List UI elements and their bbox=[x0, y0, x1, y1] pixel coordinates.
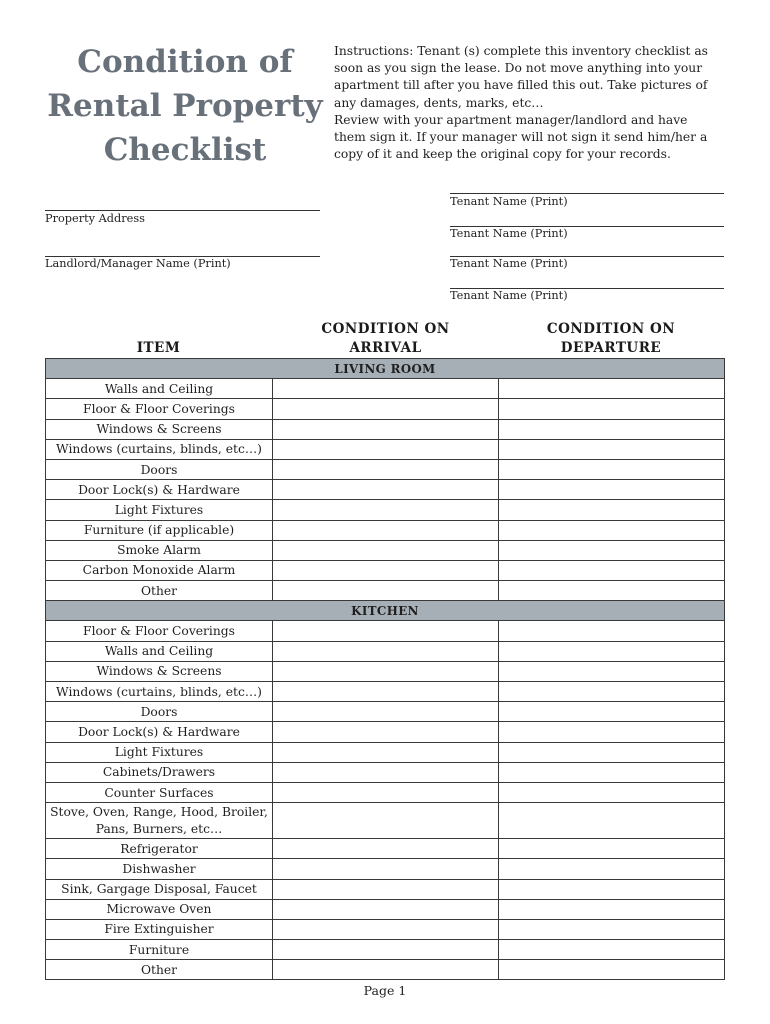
departure-cell[interactable] bbox=[499, 762, 725, 782]
item-label: Cabinets/Drawers bbox=[46, 762, 273, 782]
item-label: Dishwasher bbox=[46, 859, 273, 879]
arrival-cell[interactable] bbox=[273, 722, 499, 742]
table-row bbox=[46, 520, 725, 540]
departure-cell[interactable] bbox=[499, 742, 725, 762]
arrival-cell[interactable] bbox=[273, 520, 499, 540]
departure-cell[interactable] bbox=[499, 520, 725, 540]
item-label: Carbon Monoxide Alarm bbox=[46, 560, 273, 580]
departure-cell[interactable] bbox=[499, 419, 725, 439]
departure-cell[interactable] bbox=[499, 500, 725, 520]
arrival-cell[interactable] bbox=[273, 782, 499, 802]
tenant-name-1-line[interactable] bbox=[450, 193, 724, 194]
arrival-cell[interactable] bbox=[273, 682, 499, 702]
tenant-name-1-label: Tenant Name (Print) bbox=[450, 195, 568, 208]
item-label: Floor & Floor Coverings bbox=[46, 399, 273, 419]
table-row bbox=[46, 702, 725, 722]
instructions-line: copy of it and keep the original copy for your records. bbox=[334, 147, 671, 162]
arrival-cell[interactable] bbox=[273, 379, 499, 399]
table-row bbox=[46, 879, 725, 899]
arrival-cell[interactable] bbox=[273, 480, 499, 500]
item-label: Furniture bbox=[46, 940, 273, 960]
table-row bbox=[46, 581, 725, 601]
arrival-cell[interactable] bbox=[273, 500, 499, 520]
tenant-name-2-label: Tenant Name (Print) bbox=[450, 227, 568, 240]
departure-cell[interactable] bbox=[499, 661, 725, 681]
property-address-line[interactable] bbox=[45, 210, 320, 211]
item-label: Windows & Screens bbox=[46, 419, 273, 439]
departure-cell[interactable] bbox=[499, 702, 725, 722]
departure-cell[interactable] bbox=[499, 379, 725, 399]
departure-cell[interactable] bbox=[499, 879, 725, 899]
departure-cell[interactable] bbox=[499, 439, 725, 459]
departure-cell[interactable] bbox=[499, 399, 725, 419]
arrival-cell[interactable] bbox=[273, 919, 499, 939]
item-label: Sink, Gargage Disposal, Faucet bbox=[46, 879, 273, 899]
title-line-3: Checklist bbox=[103, 132, 267, 168]
arrival-cell[interactable] bbox=[273, 859, 499, 879]
landlord-name-label: Landlord/Manager Name (Print) bbox=[45, 257, 231, 270]
table-row bbox=[46, 661, 725, 681]
item-label: Walls and Ceiling bbox=[46, 379, 273, 399]
table-row bbox=[46, 722, 725, 742]
item-label: Fire Extinguisher bbox=[46, 919, 273, 939]
table-row bbox=[46, 803, 725, 839]
section-heading-kitchen: KITCHEN bbox=[46, 601, 725, 621]
departure-cell[interactable] bbox=[499, 899, 725, 919]
arrival-cell[interactable] bbox=[273, 661, 499, 681]
table-row bbox=[46, 379, 725, 399]
departure-cell[interactable] bbox=[499, 621, 725, 641]
arrival-cell[interactable] bbox=[273, 399, 499, 419]
departure-cell[interactable] bbox=[499, 641, 725, 661]
table-row bbox=[46, 940, 725, 960]
arrival-cell[interactable] bbox=[273, 459, 499, 479]
item-label: Microwave Oven bbox=[46, 899, 273, 919]
title-line-1: Condition of bbox=[77, 44, 293, 80]
table-row bbox=[46, 762, 725, 782]
departure-cell[interactable] bbox=[499, 782, 725, 802]
table-row bbox=[46, 899, 725, 919]
arrival-cell[interactable] bbox=[273, 839, 499, 859]
item-label: Stove, Oven, Range, Hood, Broiler, Pans, Burners, etc… bbox=[46, 803, 273, 839]
item-label: Refrigerator bbox=[46, 839, 273, 859]
arrival-cell[interactable] bbox=[273, 762, 499, 782]
departure-cell[interactable] bbox=[499, 560, 725, 580]
item-column-heading: ITEM bbox=[136, 340, 181, 356]
table-row bbox=[46, 960, 725, 980]
departure-cell[interactable] bbox=[499, 803, 725, 839]
table-row bbox=[46, 459, 725, 479]
tenant-name-3-label: Tenant Name (Print) bbox=[450, 257, 568, 270]
arrival-cell[interactable] bbox=[273, 879, 499, 899]
table-row bbox=[46, 742, 725, 762]
section-heading-row bbox=[46, 601, 725, 621]
table-row bbox=[46, 621, 725, 641]
table-row bbox=[46, 682, 725, 702]
departure-cell[interactable] bbox=[499, 722, 725, 742]
departure-cell[interactable] bbox=[499, 682, 725, 702]
departure-column-heading: CONDITION ON DEPARTURE bbox=[546, 321, 676, 356]
section-heading-row bbox=[46, 359, 725, 379]
table-row bbox=[46, 540, 725, 560]
departure-cell[interactable] bbox=[499, 960, 725, 980]
arrival-cell[interactable] bbox=[273, 899, 499, 919]
item-label: Other bbox=[46, 960, 273, 980]
arrival-cell[interactable] bbox=[273, 439, 499, 459]
table-row bbox=[46, 480, 725, 500]
arrival-column-heading: CONDITION ON ARRIVAL bbox=[321, 321, 450, 356]
instructions-line: apartment till after you have filled this out. Take pictures of bbox=[334, 78, 708, 93]
arrival-cell[interactable] bbox=[273, 419, 499, 439]
table-row bbox=[46, 439, 725, 459]
title-line-2: Rental Property bbox=[47, 88, 323, 124]
departure-cell[interactable] bbox=[499, 581, 725, 601]
item-label: Windows (curtains, blinds, etc…) bbox=[46, 682, 273, 702]
item-label: Light Fixtures bbox=[46, 742, 273, 762]
item-label: Doors bbox=[46, 702, 273, 722]
departure-cell[interactable] bbox=[499, 859, 725, 879]
property-address-label: Property Address bbox=[45, 212, 145, 225]
departure-cell[interactable] bbox=[499, 480, 725, 500]
departure-cell[interactable] bbox=[499, 540, 725, 560]
table-row bbox=[46, 919, 725, 939]
table-row bbox=[46, 782, 725, 802]
item-label: Windows (curtains, blinds, etc…) bbox=[46, 439, 273, 459]
departure-cell[interactable] bbox=[499, 839, 725, 859]
table-row bbox=[46, 500, 725, 520]
item-label: Door Lock(s) & Hardware bbox=[46, 722, 273, 742]
item-label: Light Fixtures bbox=[46, 500, 273, 520]
departure-cell[interactable] bbox=[499, 919, 725, 939]
arrival-cell[interactable] bbox=[273, 581, 499, 601]
arrival-cell[interactable] bbox=[273, 960, 499, 980]
arrival-cell[interactable] bbox=[273, 803, 499, 839]
item-label: Doors bbox=[46, 459, 273, 479]
item-label: Counter Surfaces bbox=[46, 782, 273, 802]
instructions-line: them sign it. If your manager will not sign it send him/her a bbox=[334, 130, 708, 145]
item-label: Floor & Floor Coverings bbox=[46, 621, 273, 641]
instructions-line: soon as you sign the lease. Do not move anything into your bbox=[334, 61, 703, 76]
instructions-line: Review with your apartment manager/landlord and have bbox=[334, 112, 688, 127]
item-label: Walls and Ceiling bbox=[46, 641, 273, 661]
arrival-cell[interactable] bbox=[273, 940, 499, 960]
departure-cell[interactable] bbox=[499, 940, 725, 960]
section-heading-living-room: LIVING ROOM bbox=[46, 359, 725, 379]
arrival-cell[interactable] bbox=[273, 702, 499, 722]
item-label: Door Lock(s) & Hardware bbox=[46, 480, 273, 500]
instructions-line: any damages, dents, marks, etc… bbox=[334, 95, 544, 110]
item-label: Furniture (if applicable) bbox=[46, 520, 273, 540]
item-label: Windows & Screens bbox=[46, 661, 273, 681]
arrival-cell[interactable] bbox=[273, 560, 499, 580]
page-number: Page 1 bbox=[363, 983, 407, 998]
item-label: Other bbox=[46, 581, 273, 601]
departure-cell[interactable] bbox=[499, 459, 725, 479]
table-row bbox=[46, 859, 725, 879]
table-row bbox=[46, 419, 725, 439]
table-row bbox=[46, 641, 725, 661]
arrival-cell[interactable] bbox=[273, 540, 499, 560]
table-row bbox=[46, 560, 725, 580]
arrival-cell[interactable] bbox=[273, 742, 499, 762]
arrival-cell[interactable] bbox=[273, 621, 499, 641]
instructions-block bbox=[334, 43, 734, 163]
page-title bbox=[40, 40, 330, 172]
arrival-cell[interactable] bbox=[273, 641, 499, 661]
checklist-table bbox=[45, 358, 725, 980]
instructions-line: Instructions: Tenant (s) complete this inventory checklist as bbox=[334, 44, 708, 58]
table-row bbox=[46, 399, 725, 419]
table-row bbox=[46, 839, 725, 859]
item-label: Smoke Alarm bbox=[46, 540, 273, 560]
tenant-name-4-label: Tenant Name (Print) bbox=[450, 289, 568, 302]
